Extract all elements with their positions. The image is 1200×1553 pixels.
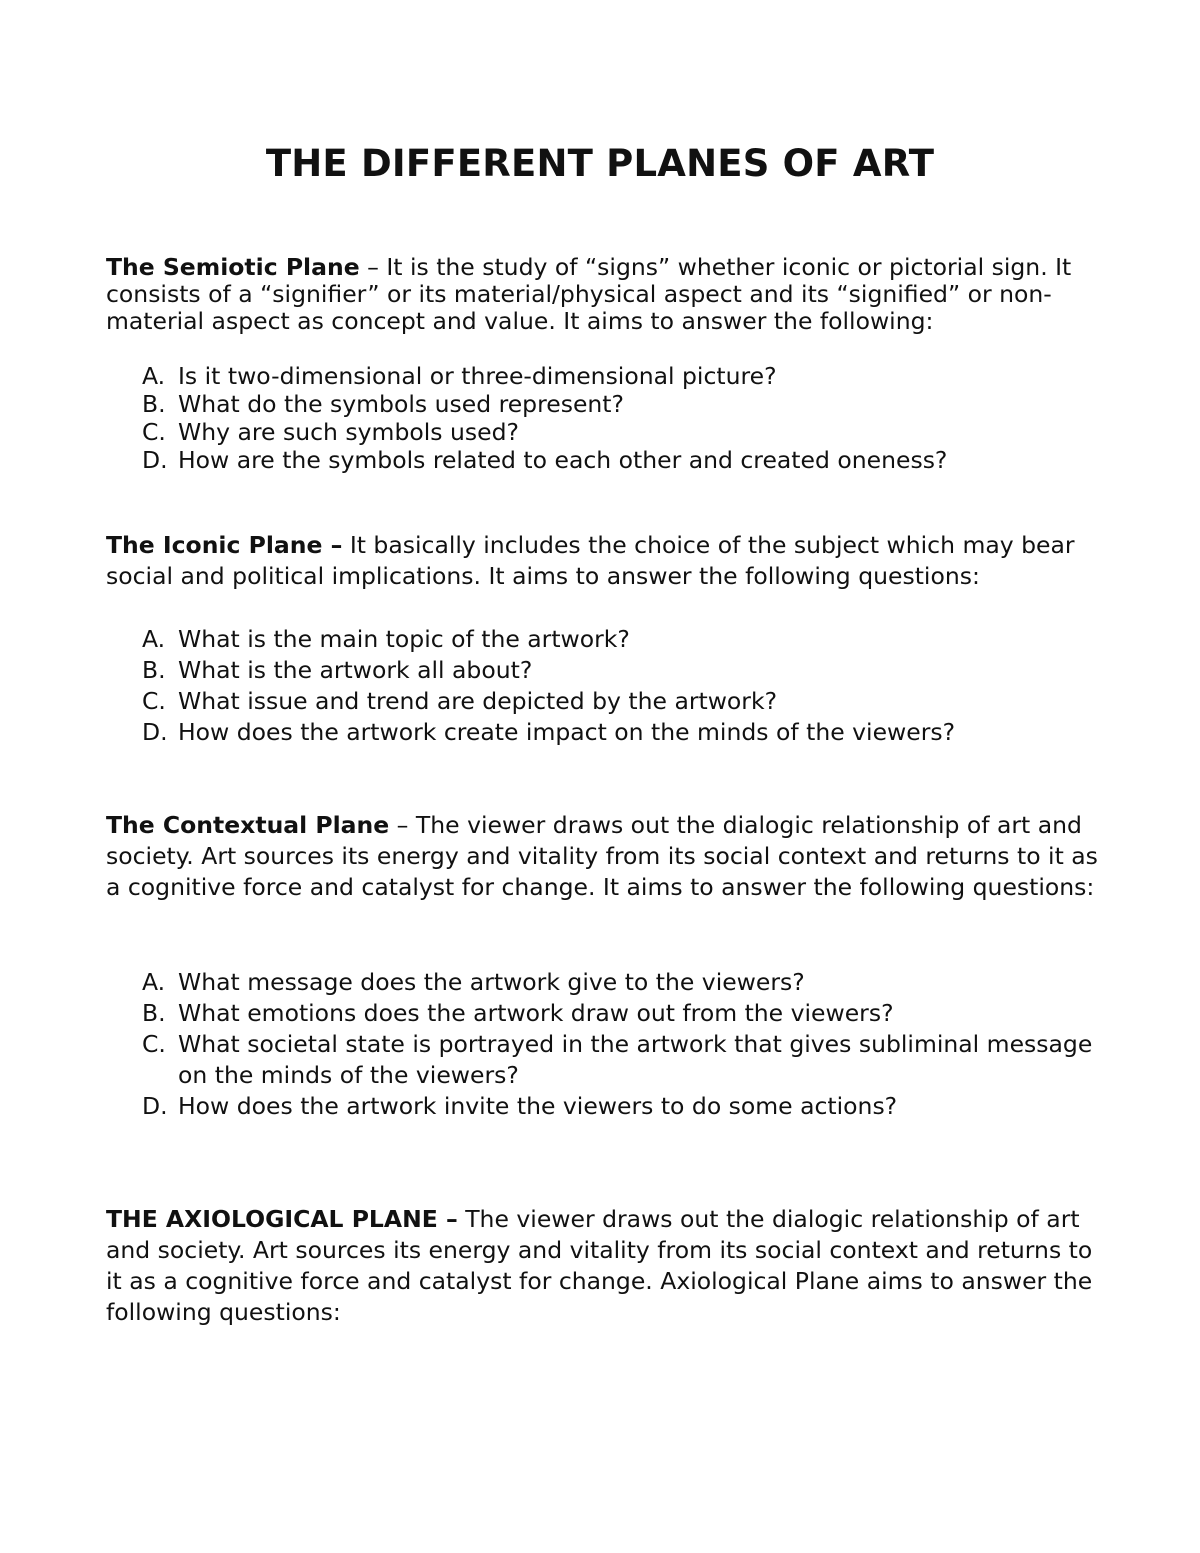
- section-axiological-plane: [106, 1204, 1106, 1328]
- list-marker: A.: [142, 625, 166, 653]
- section-paragraph: [106, 530, 1106, 592]
- section-paragraph: [106, 254, 1106, 335]
- section-body: – The viewer draws out the dialogic relationship of art and society. Art sources its energy and vitality from its social context and returns to it as a cognitive force and catalyst for change. It aims to answer the following questions:: [106, 811, 1098, 901]
- list-item-text: What is the main topic of the artwork?: [178, 625, 630, 653]
- list-item: [142, 655, 1102, 686]
- list-item: [142, 362, 1102, 390]
- list-item-text: How are the symbols related to each other and created oneness?: [178, 446, 948, 474]
- list-item-text: What issue and trend are depicted by the artwork?: [178, 687, 778, 715]
- list-item: [142, 446, 1102, 474]
- section-term: The Semiotic Plane: [106, 253, 360, 281]
- list-marker: A.: [142, 968, 166, 996]
- list-item-text: Why are such symbols used?: [178, 418, 519, 446]
- list-item: [142, 1091, 1102, 1122]
- list-item-text: How does the artwork create impact on the minds of the viewers?: [178, 718, 956, 746]
- list-item: [142, 717, 1102, 748]
- section-contextual-plane: [106, 810, 1106, 1120]
- list-item-text: Is it two-dimensional or three-dimensional picture?: [178, 362, 777, 390]
- section-term: THE AXIOLOGICAL PLANE –: [106, 1205, 458, 1233]
- section-body: It basically includes the choice of the subject which may bear social and political implications. It aims to answer the following questions:: [106, 531, 1075, 590]
- list-item: [142, 998, 1102, 1029]
- list-item: [142, 624, 1102, 655]
- page-title: THE DIFFERENT PLANES OF ART: [265, 142, 935, 185]
- list-marker: C.: [142, 687, 166, 715]
- question-list: [142, 362, 1102, 474]
- list-marker: C.: [142, 418, 166, 446]
- list-item-text: What do the symbols used represent?: [178, 390, 624, 418]
- list-item-text: What societal state is portrayed in the artwork that gives subliminal message on the minds of the viewers?: [178, 1030, 1093, 1089]
- section-paragraph: [106, 810, 1106, 903]
- list-item: [142, 686, 1102, 717]
- list-item-text: What message does the artwork give to the viewers?: [178, 968, 805, 996]
- list-marker: B.: [142, 999, 166, 1027]
- question-list: [142, 967, 1102, 1122]
- list-item-text: What is the artwork all about?: [178, 656, 533, 684]
- list-marker: D.: [142, 1092, 168, 1120]
- section-body: – It is the study of “signs” whether iconic or pictorial sign. It consists of a “signifier” or its material/physical aspect and its “signified” or non-material aspect as concept and value. It aims to answer the following:: [106, 253, 1072, 335]
- section-term: The Iconic Plane –: [106, 531, 343, 559]
- list-item: [142, 390, 1102, 418]
- list-item-text: What emotions does the artwork draw out from the viewers?: [178, 999, 894, 1027]
- list-item: [142, 1029, 1102, 1091]
- list-marker: D.: [142, 446, 168, 474]
- section-body: The viewer draws out the dialogic relationship of art and society. Art sources its energy and vitality from its social context and returns to it as a cognitive force and catalyst for change. Axiological Plane aims to answer the following questions:: [106, 1205, 1093, 1326]
- list-marker: B.: [142, 656, 166, 684]
- list-item: [142, 418, 1102, 446]
- section-iconic-plane: [106, 530, 1106, 746]
- question-list: [142, 624, 1102, 748]
- list-marker: D.: [142, 718, 168, 746]
- section-term: The Contextual Plane: [106, 811, 390, 839]
- section-paragraph: [106, 1204, 1106, 1328]
- section-semiotic-plane: [106, 253, 1106, 474]
- list-item-text: How does the artwork invite the viewers to do some actions?: [178, 1092, 898, 1120]
- list-marker: C.: [142, 1030, 166, 1058]
- list-marker: A.: [142, 362, 166, 390]
- list-item: [142, 967, 1102, 998]
- list-marker: B.: [142, 390, 166, 418]
